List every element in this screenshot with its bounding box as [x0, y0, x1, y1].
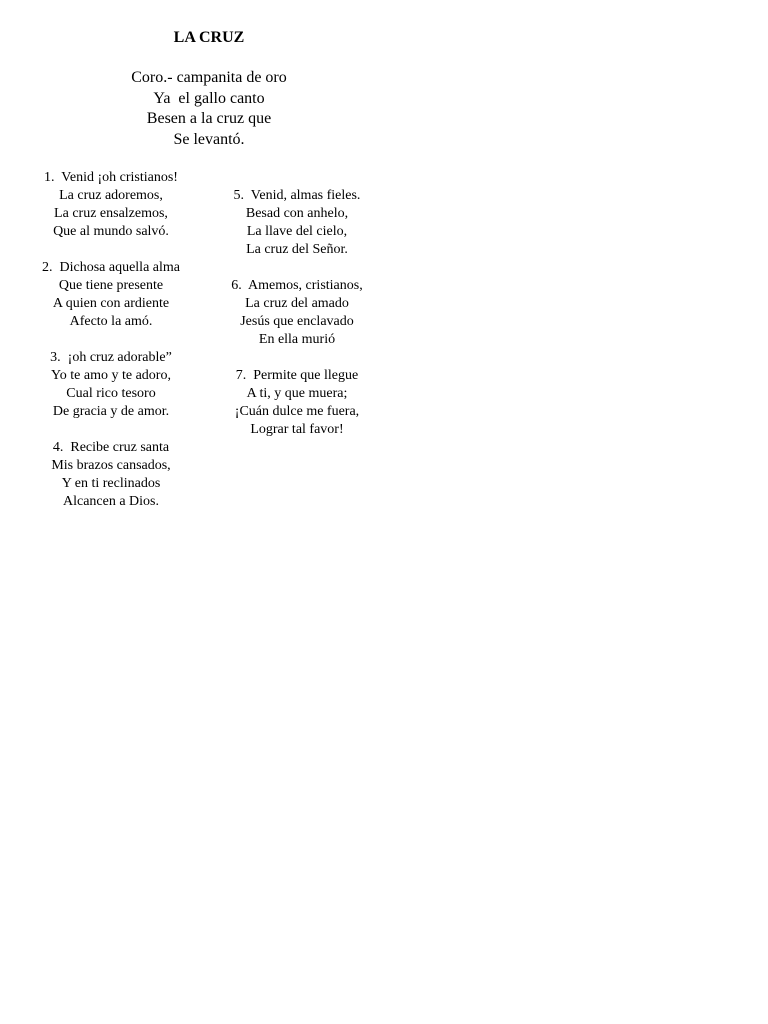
stanza-line: Lograr tal favor! — [250, 422, 344, 437]
stanza-line: Besad con anhelo, — [245, 206, 349, 221]
page-title: LA CRUZ — [173, 29, 245, 46]
chorus-line: Se levantó. — [173, 130, 245, 148]
stanza-1 — [22, 169, 200, 241]
stanza-line: Jesús que enclavado — [240, 314, 354, 329]
stanza-2 — [22, 259, 200, 331]
stanza-line: La cruz ensalzemos, — [54, 206, 168, 221]
chorus-line: Ya el gallo canto — [153, 89, 265, 107]
stanza-line: En ella murió — [258, 332, 336, 347]
stanza-line: 2. Dichosa aquella alma — [41, 260, 180, 275]
stanza-line: A ti, y que muera; — [246, 386, 348, 401]
stanza-column-right — [208, 187, 386, 457]
chorus — [0, 68, 418, 150]
stanza-line: Y en ti reclinados — [61, 476, 161, 491]
chorus-line: Besen a la cruz que — [146, 110, 272, 127]
stanza-line: Que tiene presente — [58, 278, 164, 293]
stanza-6 — [208, 277, 386, 349]
stanza-line: 4. Recibe cruz santa — [52, 440, 170, 455]
stanza-line: La cruz del amado — [245, 296, 349, 311]
stanza-column-left — [22, 169, 200, 529]
stanza-line: De gracia y de amor. — [52, 404, 170, 419]
stanza-line: 1. Venid ¡oh cristianos! — [44, 170, 178, 185]
stanza-line: Alcancen a Dios. — [62, 494, 160, 509]
stanza-3 — [22, 349, 200, 421]
stanza-line: La cruz del Señor. — [246, 242, 348, 257]
stanza-line: Afecto la amó. — [69, 314, 153, 329]
stanza-line: 5. Venid, almas fieles. — [233, 188, 361, 203]
stanza-line: ¡Cuán dulce me fuera, — [234, 404, 360, 419]
stanza-line: 3. ¡oh cruz adorable” — [50, 350, 172, 365]
stanza-line: Cual rico tesoro — [66, 386, 156, 401]
stanza-line: Yo te amo y te adoro, — [51, 368, 171, 383]
stanza-line: A quien con ardiente — [52, 296, 170, 311]
stanza-line: La llave del cielo, — [246, 224, 348, 239]
stanza-line: 6. Amemos, cristianos, — [231, 278, 363, 293]
stanza-line: Que al mundo salvó. — [53, 224, 169, 239]
stanza-line: La cruz adoremos, — [59, 188, 163, 203]
stanza-5 — [208, 187, 386, 259]
stanza-7 — [208, 367, 386, 439]
stanza-4 — [22, 439, 200, 511]
stanza-line: 7. Permite que llegue — [235, 368, 359, 383]
chorus-line: Coro.- campanita de oro — [131, 69, 287, 86]
stanza-line: Mis brazos cansados, — [51, 458, 171, 473]
